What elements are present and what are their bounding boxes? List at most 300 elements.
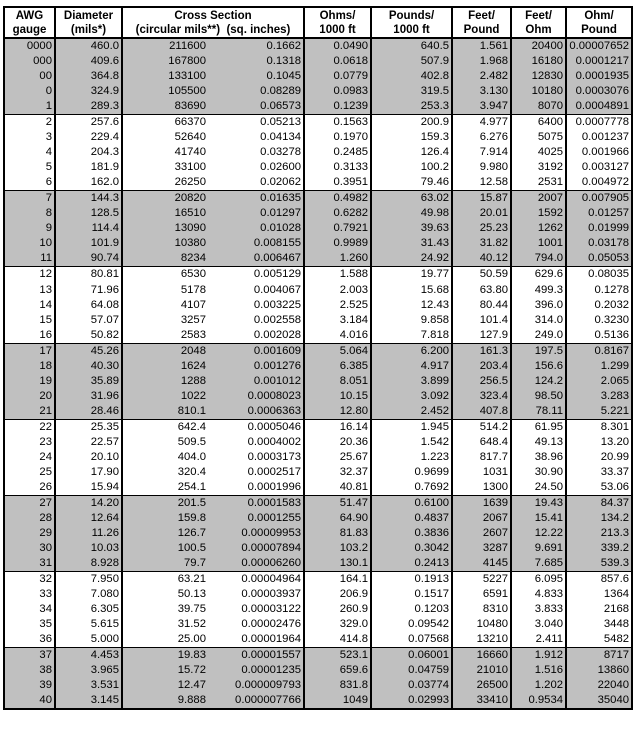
cell-awg: 28 (4, 511, 55, 526)
cell-ohms: 831.8 (304, 678, 371, 693)
cell-awg: 0 (4, 84, 55, 99)
table-row (4, 693, 632, 709)
cell-pounds: 0.3836 (371, 526, 452, 541)
table-row (4, 69, 632, 84)
cell-pounds: 0.2413 (371, 556, 452, 572)
table-row (4, 221, 632, 236)
cell-ohm-per-pound: 20.99 (566, 450, 632, 465)
cell-feet-per-pound: 2067 (452, 511, 511, 526)
cell-feet-per-ohm: 2531 (511, 175, 566, 191)
cell-feet-per-pound: 20.01 (452, 206, 511, 221)
cell-awg: 000 (4, 54, 55, 69)
cell-feet-per-ohm: 4025 (511, 145, 566, 160)
cell-pounds: 3.092 (371, 389, 452, 404)
cell-feet-per-pound: 12.58 (452, 175, 511, 191)
cell-ohm-per-pound: 0.00007652 (566, 38, 632, 54)
cell-awg: 33 (4, 587, 55, 602)
cell-ohms: 4.016 (304, 328, 371, 344)
cell-ohm-per-pound: 3448 (566, 617, 632, 632)
cell-pounds: 15.68 (371, 283, 452, 298)
table-row (4, 648, 632, 664)
table-row (4, 450, 632, 465)
table-row (4, 511, 632, 526)
table-row (4, 206, 632, 221)
cell-circular-mils: 404.0 (122, 450, 208, 465)
cell-circular-mils: 105500 (122, 84, 208, 99)
table-row (4, 526, 632, 541)
cell-circular-mils: 159.8 (122, 511, 208, 526)
cell-circular-mils: 83690 (122, 99, 208, 115)
cell-sq-inches: 0.00001964 (208, 632, 304, 648)
table-row (4, 175, 632, 191)
cell-circular-mils: 9.888 (122, 693, 208, 709)
cell-feet-per-ohm: 49.13 (511, 435, 566, 450)
cell-feet-per-pound: 16660 (452, 648, 511, 664)
cell-ohms: 40.81 (304, 480, 371, 496)
wire-gauge-table-container (3, 6, 631, 725)
cell-diameter: 3.531 (55, 678, 122, 693)
cell-feet-per-pound: 256.5 (452, 374, 511, 389)
cell-pounds: 159.3 (371, 130, 452, 145)
cell-pounds: 79.46 (371, 175, 452, 191)
cell-ohms: 260.9 (304, 602, 371, 617)
cell-pounds: 0.07568 (371, 632, 452, 648)
cell-feet-per-pound: 10480 (452, 617, 511, 632)
cell-sq-inches: 0.002558 (208, 313, 304, 328)
cell-sq-inches: 0.06573 (208, 99, 304, 115)
cell-pounds: 1.223 (371, 450, 452, 465)
cell-feet-per-pound: 6.276 (452, 130, 511, 145)
cell-ohm-per-pound: 5.221 (566, 404, 632, 420)
cell-ohms: 5.064 (304, 343, 371, 359)
cell-circular-mils: 16510 (122, 206, 208, 221)
cell-sq-inches: 0.02600 (208, 160, 304, 175)
cell-circular-mils: 20820 (122, 191, 208, 207)
cell-ohm-per-pound: 0.5136 (566, 328, 632, 344)
header-feet-per-ohm (511, 7, 566, 38)
cell-ohms: 32.37 (304, 465, 371, 480)
cell-awg: 10 (4, 236, 55, 251)
cell-ohm-per-pound: 0.007905 (566, 191, 632, 207)
cell-circular-mils: 211600 (122, 38, 208, 54)
cell-awg: 00 (4, 69, 55, 84)
cell-ohm-per-pound: 0.003127 (566, 160, 632, 175)
cell-pounds: 640.5 (371, 38, 452, 54)
cell-ohm-per-pound: 0.3230 (566, 313, 632, 328)
cell-feet-per-ohm: 1592 (511, 206, 566, 221)
cell-diameter: 80.81 (55, 267, 122, 283)
cell-diameter: 57.07 (55, 313, 122, 328)
cell-feet-per-pound: 4145 (452, 556, 511, 572)
cell-diameter: 14.20 (55, 495, 122, 511)
cell-ohms: 8.051 (304, 374, 371, 389)
cell-sq-inches: 0.00003122 (208, 602, 304, 617)
cell-diameter: 114.4 (55, 221, 122, 236)
header-diameter (55, 7, 122, 38)
table-row (4, 435, 632, 450)
cell-feet-per-ohm: 7.685 (511, 556, 566, 572)
cell-ohm-per-pound: 0.0001217 (566, 54, 632, 69)
cell-ohms: 20.36 (304, 435, 371, 450)
table-body (4, 38, 632, 709)
cell-feet-per-pound: 31.82 (452, 236, 511, 251)
cell-pounds: 24.92 (371, 251, 452, 267)
cell-ohm-per-pound: 13.20 (566, 435, 632, 450)
cell-awg: 40 (4, 693, 55, 709)
cell-ohms: 0.1970 (304, 130, 371, 145)
cell-feet-per-ohm: 12830 (511, 69, 566, 84)
cell-circular-mils: 100.5 (122, 541, 208, 556)
cell-feet-per-pound: 648.4 (452, 435, 511, 450)
cell-pounds: 402.8 (371, 69, 452, 84)
cell-feet-per-ohm: 156.6 (511, 359, 566, 374)
cell-feet-per-pound: 7.914 (452, 145, 511, 160)
cell-feet-per-pound: 101.4 (452, 313, 511, 328)
cell-feet-per-ohm: 20400 (511, 38, 566, 54)
cell-feet-per-ohm: 1262 (511, 221, 566, 236)
cell-diameter: 6.305 (55, 602, 122, 617)
cell-pounds: 7.818 (371, 328, 452, 344)
cell-ohms: 103.2 (304, 541, 371, 556)
cell-feet-per-ohm: 3.040 (511, 617, 566, 632)
cell-diameter: 90.74 (55, 251, 122, 267)
cell-ohm-per-pound: 2168 (566, 602, 632, 617)
cell-ohm-per-pound: 1364 (566, 587, 632, 602)
cell-diameter: 5.000 (55, 632, 122, 648)
table-row (4, 465, 632, 480)
cell-circular-mils: 4107 (122, 298, 208, 313)
cell-sq-inches: 0.0006363 (208, 404, 304, 420)
table-row (4, 236, 632, 251)
cell-feet-per-pound: 40.12 (452, 251, 511, 267)
cell-feet-per-pound: 80.44 (452, 298, 511, 313)
cell-pounds: 0.7692 (371, 480, 452, 496)
cell-feet-per-ohm: 16180 (511, 54, 566, 69)
cell-ohm-per-pound: 0.004972 (566, 175, 632, 191)
cell-sq-inches: 0.0002517 (208, 465, 304, 480)
table-row (4, 54, 632, 69)
cell-awg: 18 (4, 359, 55, 374)
header-row (4, 7, 632, 38)
cell-awg: 20 (4, 389, 55, 404)
cell-ohms: 0.6282 (304, 206, 371, 221)
cell-circular-mils: 126.7 (122, 526, 208, 541)
cell-ohm-per-pound: 53.06 (566, 480, 632, 496)
cell-circular-mils: 50.13 (122, 587, 208, 602)
cell-feet-per-pound: 15.87 (452, 191, 511, 207)
table-row (4, 160, 632, 175)
cell-feet-per-ohm: 3.833 (511, 602, 566, 617)
cell-pounds: 1.542 (371, 435, 452, 450)
cell-pounds: 0.06001 (371, 648, 452, 664)
cell-sq-inches: 0.0003173 (208, 450, 304, 465)
cell-awg: 6 (4, 175, 55, 191)
cell-pounds: 0.6100 (371, 495, 452, 511)
cell-sq-inches: 0.00007894 (208, 541, 304, 556)
cell-pounds: 2.452 (371, 404, 452, 420)
cell-diameter: 31.96 (55, 389, 122, 404)
cell-diameter: 7.080 (55, 587, 122, 602)
cell-ohms: 164.1 (304, 572, 371, 588)
cell-pounds: 0.1913 (371, 572, 452, 588)
cell-circular-mils: 1624 (122, 359, 208, 374)
cell-diameter: 64.08 (55, 298, 122, 313)
cell-awg: 35 (4, 617, 55, 632)
cell-circular-mils: 810.1 (122, 404, 208, 420)
cell-awg: 14 (4, 298, 55, 313)
cell-feet-per-pound: 323.4 (452, 389, 511, 404)
cell-circular-mils: 41740 (122, 145, 208, 160)
cell-sq-inches: 0.1318 (208, 54, 304, 69)
header-feet-per-pound (452, 7, 511, 38)
cell-circular-mils: 509.5 (122, 435, 208, 450)
cell-ohms: 0.2485 (304, 145, 371, 160)
cell-diameter: 71.96 (55, 283, 122, 298)
cell-pounds: 63.02 (371, 191, 452, 207)
table-row (4, 602, 632, 617)
cell-pounds: 200.9 (371, 115, 452, 131)
cell-ohms: 1.260 (304, 251, 371, 267)
cell-feet-per-ohm: 629.6 (511, 267, 566, 283)
header-diameter-line2: (mils*) (70, 23, 107, 36)
cell-feet-per-pound: 13210 (452, 632, 511, 648)
cell-ohms: 0.3133 (304, 160, 371, 175)
cell-ohm-per-pound: 0.0004891 (566, 99, 632, 115)
cell-ohms: 1049 (304, 693, 371, 709)
cell-ohm-per-pound: 539.3 (566, 556, 632, 572)
cell-diameter: 181.9 (55, 160, 122, 175)
cell-pounds: 19.77 (371, 267, 452, 283)
cell-awg: 19 (4, 374, 55, 389)
cell-ohm-per-pound: 0.05053 (566, 251, 632, 267)
cell-feet-per-pound: 127.9 (452, 328, 511, 344)
cell-diameter: 409.6 (55, 54, 122, 69)
cell-ohms: 206.9 (304, 587, 371, 602)
cell-feet-per-ohm: 499.3 (511, 283, 566, 298)
cell-ohms: 51.47 (304, 495, 371, 511)
header-cross-section-units (124, 23, 302, 37)
cell-feet-per-pound: 6591 (452, 587, 511, 602)
cell-ohm-per-pound: 1.299 (566, 359, 632, 374)
table-row (4, 495, 632, 511)
cell-feet-per-pound: 26500 (452, 678, 511, 693)
cell-feet-per-pound: 1300 (452, 480, 511, 496)
cell-feet-per-pound: 50.59 (452, 267, 511, 283)
table-row (4, 663, 632, 678)
cell-sq-inches: 0.000007766 (208, 693, 304, 709)
cell-ohm-per-pound: 22040 (566, 678, 632, 693)
cell-feet-per-pound: 3.947 (452, 99, 511, 115)
cell-ohm-per-pound: 0.0003076 (566, 84, 632, 99)
table-row (4, 313, 632, 328)
cell-ohm-per-pound: 2.065 (566, 374, 632, 389)
cell-awg: 32 (4, 572, 55, 588)
table-row (4, 541, 632, 556)
cell-sq-inches: 0.03278 (208, 145, 304, 160)
cell-ohm-per-pound: 3.283 (566, 389, 632, 404)
cell-awg: 27 (4, 495, 55, 511)
cell-pounds: 3.899 (371, 374, 452, 389)
table-row (4, 678, 632, 693)
cell-ohms: 0.0983 (304, 84, 371, 99)
header-awg-line1: AWG (15, 9, 44, 22)
cell-feet-per-ohm: 9.691 (511, 541, 566, 556)
cell-pounds: 0.4837 (371, 511, 452, 526)
cell-diameter: 40.30 (55, 359, 122, 374)
cell-circular-mils: 6530 (122, 267, 208, 283)
cell-circular-mils: 167800 (122, 54, 208, 69)
cell-pounds: 12.43 (371, 298, 452, 313)
cell-awg: 34 (4, 602, 55, 617)
header-pounds-line1: Pounds/ (388, 9, 435, 22)
cell-ohms: 3.184 (304, 313, 371, 328)
cell-pounds: 4.917 (371, 359, 452, 374)
cell-diameter: 364.8 (55, 69, 122, 84)
cell-diameter: 324.9 (55, 84, 122, 99)
header-ohms-line2: 1000 ft (319, 23, 356, 36)
header-circular-mils: (circular mils**) (135, 23, 221, 36)
header-opp-line1: Ohm/ (584, 9, 614, 22)
cell-diameter: 101.9 (55, 236, 122, 251)
cell-awg: 39 (4, 678, 55, 693)
cell-awg: 30 (4, 541, 55, 556)
cell-circular-mils: 39.75 (122, 602, 208, 617)
cell-sq-inches: 0.002028 (208, 328, 304, 344)
cell-sq-inches: 0.0001583 (208, 495, 304, 511)
cell-ohms: 0.1239 (304, 99, 371, 115)
cell-pounds: 126.4 (371, 145, 452, 160)
cell-sq-inches: 0.01635 (208, 191, 304, 207)
cell-ohms: 0.3951 (304, 175, 371, 191)
cell-ohm-per-pound: 213.3 (566, 526, 632, 541)
cell-sq-inches: 0.00001235 (208, 663, 304, 678)
cell-circular-mils: 26250 (122, 175, 208, 191)
cell-feet-per-pound: 4.977 (452, 115, 511, 131)
cell-sq-inches: 0.00006260 (208, 556, 304, 572)
header-fpp-line2: Pound (463, 23, 500, 36)
cell-feet-per-ohm: 197.5 (511, 343, 566, 359)
cell-pounds: 39.63 (371, 221, 452, 236)
cell-pounds: 0.1203 (371, 602, 452, 617)
cell-sq-inches: 0.000009793 (208, 678, 304, 693)
table-row (4, 191, 632, 207)
cell-ohm-per-pound: 0.08035 (566, 267, 632, 283)
cell-sq-inches: 0.00001557 (208, 648, 304, 664)
cell-sq-inches: 0.1662 (208, 38, 304, 54)
cell-awg: 29 (4, 526, 55, 541)
cell-circular-mils: 25.00 (122, 632, 208, 648)
table-row (4, 632, 632, 648)
cell-ohm-per-pound: 0.0007778 (566, 115, 632, 131)
cell-awg: 25 (4, 465, 55, 480)
header-pounds-per-1000ft (371, 7, 452, 38)
cell-ohm-per-pound: 0.001237 (566, 130, 632, 145)
cell-ohms: 659.6 (304, 663, 371, 678)
cell-feet-per-pound: 21010 (452, 663, 511, 678)
header-fpp-line1: Feet/ (468, 9, 495, 22)
cell-ohm-per-pound: 339.2 (566, 541, 632, 556)
cell-ohms: 2.525 (304, 298, 371, 313)
cell-sq-inches: 0.05213 (208, 115, 304, 131)
cell-feet-per-ohm: 794.0 (511, 251, 566, 267)
cell-feet-per-ohm: 3192 (511, 160, 566, 175)
cell-circular-mils: 1022 (122, 389, 208, 404)
cell-feet-per-pound: 1.968 (452, 54, 511, 69)
cell-circular-mils: 19.83 (122, 648, 208, 664)
table-row (4, 404, 632, 420)
cell-feet-per-pound: 3.130 (452, 84, 511, 99)
cell-ohms: 12.80 (304, 404, 371, 420)
cell-awg: 31 (4, 556, 55, 572)
cell-ohms: 81.83 (304, 526, 371, 541)
cell-circular-mils: 2583 (122, 328, 208, 344)
cell-feet-per-ohm: 78.11 (511, 404, 566, 420)
cell-diameter: 12.64 (55, 511, 122, 526)
cell-pounds: 31.43 (371, 236, 452, 251)
cell-feet-per-pound: 3287 (452, 541, 511, 556)
cell-feet-per-pound: 817.7 (452, 450, 511, 465)
cell-awg: 13 (4, 283, 55, 298)
header-ohms-per-1000ft (304, 7, 371, 38)
cell-pounds: 0.03774 (371, 678, 452, 693)
cell-pounds: 0.02993 (371, 693, 452, 709)
cell-pounds: 0.3042 (371, 541, 452, 556)
table-row (4, 480, 632, 496)
cell-pounds: 100.2 (371, 160, 452, 175)
cell-sq-inches: 0.1045 (208, 69, 304, 84)
cell-feet-per-ohm: 396.0 (511, 298, 566, 313)
cell-ohms: 0.0779 (304, 69, 371, 84)
cell-sq-inches: 0.006467 (208, 251, 304, 267)
cell-feet-per-pound: 25.23 (452, 221, 511, 236)
header-awg-line2: gauge (12, 23, 47, 36)
cell-sq-inches: 0.005129 (208, 267, 304, 283)
cell-sq-inches: 0.0001255 (208, 511, 304, 526)
cell-feet-per-pound: 2607 (452, 526, 511, 541)
cell-circular-mils: 8234 (122, 251, 208, 267)
cell-ohm-per-pound: 8.301 (566, 419, 632, 435)
cell-ohms: 329.0 (304, 617, 371, 632)
cell-sq-inches: 0.00003937 (208, 587, 304, 602)
cell-feet-per-pound: 9.980 (452, 160, 511, 175)
cell-feet-per-ohm: 10180 (511, 84, 566, 99)
header-cross-section-title: Cross Section (174, 9, 252, 22)
cell-sq-inches: 0.001276 (208, 359, 304, 374)
table-row (4, 328, 632, 344)
table-row (4, 359, 632, 374)
cell-diameter: 45.26 (55, 343, 122, 359)
cell-ohm-per-pound: 5482 (566, 632, 632, 648)
cell-feet-per-ohm: 2.411 (511, 632, 566, 648)
cell-feet-per-pound: 161.3 (452, 343, 511, 359)
cell-sq-inches: 0.0001996 (208, 480, 304, 496)
cell-awg: 17 (4, 343, 55, 359)
header-diameter-line1: Diameter (63, 9, 114, 22)
cell-circular-mils: 63.21 (122, 572, 208, 588)
cell-awg: 9 (4, 221, 55, 236)
header-sq-inches: (sq. inches) (226, 23, 291, 36)
cell-feet-per-ohm: 314.0 (511, 313, 566, 328)
cell-ohm-per-pound: 0.2032 (566, 298, 632, 313)
cell-circular-mils: 201.5 (122, 495, 208, 511)
cell-feet-per-pound: 8310 (452, 602, 511, 617)
cell-awg: 22 (4, 419, 55, 435)
cell-sq-inches: 0.02062 (208, 175, 304, 191)
table-row (4, 130, 632, 145)
header-cross-section (122, 7, 304, 38)
cell-ohm-per-pound: 134.2 (566, 511, 632, 526)
cell-diameter: 257.6 (55, 115, 122, 131)
